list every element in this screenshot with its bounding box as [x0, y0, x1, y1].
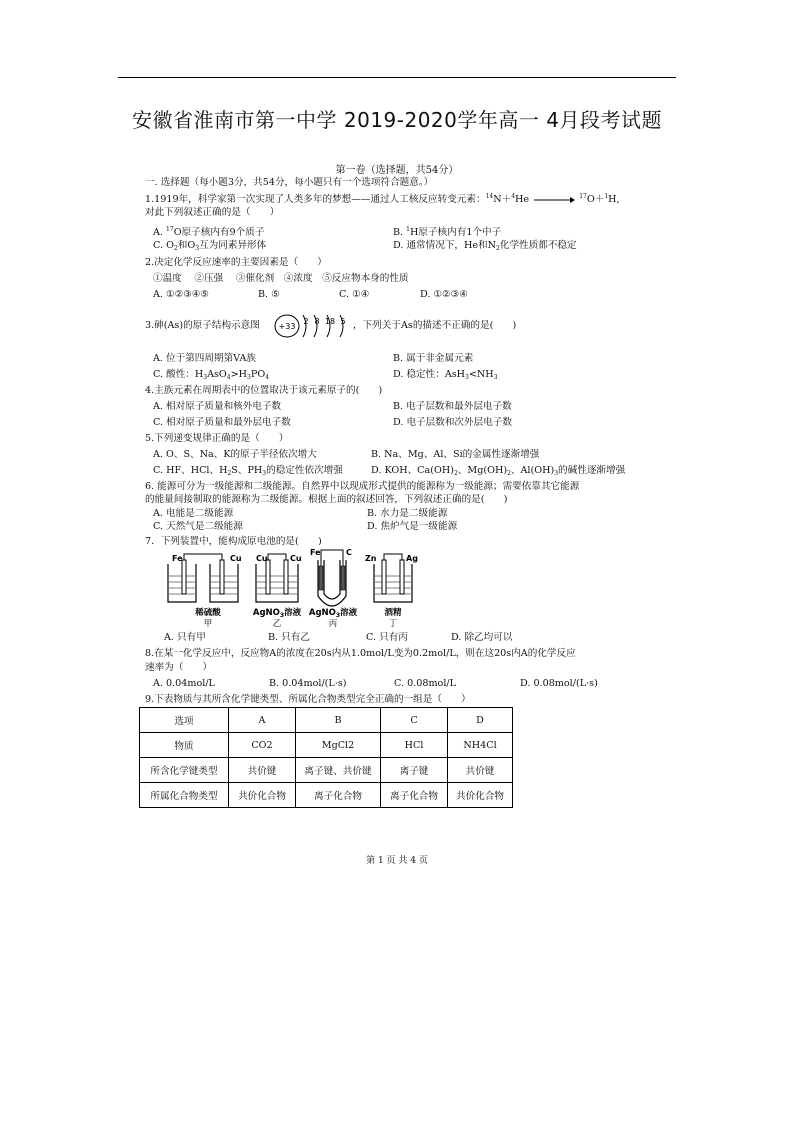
q1-stem: 1.1919年，科学家第一次实现了人类多年的梦想——通过人工核反应转变元素：$^{14}$N＋$^4$He $^{17}$O＋$^1$H, [145, 193, 620, 205]
q4-option-b[interactable]: B. 电子层数和最外层电子数 [393, 401, 512, 412]
q1-option-d[interactable]: D. 通常情况下，He和$N_2$化学性质都不稳定 [393, 240, 577, 252]
galvanic-cells-diagram [160, 546, 430, 632]
cell-3-left-electrode: Fe [310, 548, 321, 557]
q2-option-c[interactable]: C. ①④ [339, 289, 370, 300]
cell-1-name: 甲 [203, 619, 213, 629]
cell-2-solution: AgNO$_3$溶液 [252, 608, 302, 619]
q5-stem: 5.下列递变规律正确的是（ ） [145, 433, 289, 444]
table-cell: 物质 [140, 733, 229, 758]
table-cell: 离子键、共价键 [296, 758, 381, 783]
q3-stem-a: 3.砷(As)的原子结构示意图 [145, 320, 260, 331]
table-row [140, 733, 513, 758]
q6-line1: 6. 能源可分为一级能源和二级能源。自然界中以现成形式提供的能源称为一级能源；需要依靠其它能源 [145, 481, 580, 492]
cell-3-right-electrode: C [346, 548, 352, 557]
q3-option-c[interactable]: C. 酸性：$H_3AsO_4>H_3PO_4$ [153, 369, 270, 381]
q4-option-d[interactable]: D. 电子层数和次外层电子数 [393, 417, 512, 428]
table-row [140, 758, 513, 783]
q1-option-b[interactable]: B. $^1$H原子核内有1个中子 [393, 226, 502, 238]
q2-option-b[interactable]: B. ⑤ [258, 289, 280, 300]
cell-1-left-electrode: Fe [172, 554, 183, 563]
q7-option-a[interactable]: A. 只有甲 [164, 632, 206, 643]
reaction-arrow-icon [532, 196, 576, 204]
cell-3-name: 丙 [328, 619, 338, 629]
table-cell: 共价键 [229, 758, 296, 783]
table-cell: 离子化合物 [296, 783, 381, 808]
section-title: 第一卷（选择题，共54分） [335, 165, 459, 176]
table-cell: CO2 [229, 733, 296, 758]
part1-heading: 一. 选择题（每小题3分，共54分，每小题只有一个选项符合题意。） [145, 177, 434, 188]
q4-option-c[interactable]: C. 相对原子质量和最外层电子数 [153, 417, 291, 428]
q9-table [139, 707, 513, 808]
q1-option-a[interactable]: A. $^{17}$O原子核内有9个质子 [153, 226, 265, 238]
cell-2-left-electrode: Cu [256, 554, 268, 563]
table-cell: MgCl2 [296, 733, 381, 758]
q1-option-c[interactable]: C. $O_2$和$O_3$互为同素异形体 [153, 240, 267, 252]
cell-3-solution: AgNO$_3$溶液 [308, 608, 358, 619]
q2-option-d[interactable]: D. ①②③④ [420, 289, 468, 300]
q6-line2: 的能量间接制取的能源称为二级能源。根据上面的叙述回答，下列叙述正确的是( ) [145, 494, 508, 505]
cell-2-name: 乙 [272, 619, 282, 629]
q7-stem: 7．下列装置中，能构成原电池的是( ) [145, 536, 322, 547]
cell-4-name: 丁 [388, 619, 398, 629]
table-cell: B [296, 708, 381, 733]
table-cell: D [448, 708, 513, 733]
q5-option-c[interactable]: C. HF、HCl、$H_2S$、$PH_3$的稳定性依次增强 [153, 465, 343, 477]
q6-option-b[interactable]: B. 水力是二级能源 [367, 508, 448, 519]
nucleus-charge: +33 [278, 322, 296, 331]
q6-option-a[interactable]: A. 电能是二级能源 [153, 508, 234, 519]
q6-option-d[interactable]: D. 焦炉气是一级能源 [367, 521, 458, 532]
q7-option-d[interactable]: D. 除乙均可以 [451, 632, 513, 643]
q6-option-c[interactable]: C. 天然气是二级能源 [153, 521, 243, 532]
table-cell: 共价化合物 [229, 783, 296, 808]
cell-1-solution: 稀硫酸 [195, 608, 221, 618]
table-cell: 离子化合物 [381, 783, 448, 808]
table-cell: C [381, 708, 448, 733]
shell-2-electrons: 8 [314, 317, 320, 326]
q8-line2: 速率为（ ） [145, 662, 213, 673]
q1-stem-b: 对此下列叙述正确的是（ ） [145, 207, 280, 218]
q8-line1: 8.在某一化学反应中，反应物A的浓度在20s内从1.0mol/L变为0.2mol/L，则在这20s内A的化学反应 [145, 648, 576, 659]
q5-option-a[interactable]: A. O、S、Na、K的原子半径依次增大 [153, 449, 317, 460]
q8-option-b[interactable]: B. 0.04mol/(L·s) [269, 678, 347, 689]
table-cell: HCl [381, 733, 448, 758]
arsenic-atom-structure-diagram [273, 311, 353, 341]
cell-4-left-electrode: Zn [365, 554, 377, 563]
cell-4-solution: 酒精 [384, 608, 402, 618]
shell-3-electrons: 18 [324, 317, 336, 326]
q7-option-b[interactable]: B. 只有乙 [268, 632, 310, 643]
table-cell: 离子键 [381, 758, 448, 783]
cell-4-right-electrode: Ag [406, 554, 418, 563]
q8-option-c[interactable]: C. 0.08mol/L [394, 678, 457, 689]
q3-option-b[interactable]: B. 属于非金属元素 [393, 353, 474, 364]
table-row [140, 708, 513, 733]
q2-option-a[interactable]: A. ①②③④⑤ [153, 289, 210, 300]
q4-option-a[interactable]: A. 相对原子质量和核外电子数 [153, 401, 282, 412]
table-cell: 共价化合物 [448, 783, 513, 808]
header-rule [118, 77, 676, 78]
q2-factors: ①温度 ②压强 ③催化剂 ④浓度 ⑤反应物本身的性质 [153, 273, 409, 284]
q4-stem: 4.主族元素在周期表中的位置取决于该元素原子的( ) [145, 385, 383, 396]
table-cell: 所含化学键类型 [140, 758, 229, 783]
q3-stem-b: ，下列关于As的描述不正确的是( ) [353, 320, 517, 331]
q2-stem: 2.决定化学反应速率的主要因素是（ ） [145, 257, 327, 268]
q5-option-b[interactable]: B. Na、Mg、Al、Si的金属性逐渐增强 [371, 449, 540, 460]
table-cell: 共价键 [448, 758, 513, 783]
table-row [140, 783, 513, 808]
q7-option-c[interactable]: C. 只有丙 [366, 632, 408, 643]
cell-3-u-tube [318, 550, 346, 606]
q8-option-d[interactable]: D. 0.08mol/(L·s) [520, 678, 598, 689]
table-cell: A [229, 708, 296, 733]
q3-option-d[interactable]: D. 稳定性：$AsH_3<NH_3$ [393, 369, 498, 381]
q3-option-a[interactable]: A. 位于第四周期第VA族 [153, 353, 256, 364]
cell-2-right-electrode: Cu [290, 554, 302, 563]
q8-option-a[interactable]: A. 0.04mol/L [153, 678, 215, 689]
page-footer: 第 1 页 共 4 页 [366, 856, 428, 866]
page-title: 安徽省淮南市第一中学 2019-2020学年高一 4月段考试题 [132, 108, 662, 132]
table-cell: 所属化合物类型 [140, 783, 229, 808]
q5-option-d[interactable]: D. KOH、$Ca(OH)_2$、$Mg(OH)_2$、$Al(OH)_3$的碱性逐渐增强 [371, 465, 626, 477]
shell-4-electrons: 5 [340, 317, 346, 326]
cell-1-right-electrode: Cu [230, 554, 242, 563]
q9-stem: 9.下表物质与其所含化学键类型、所属化合物类型完全正确的一组是（ ） [145, 694, 471, 705]
table-cell: 选项 [140, 708, 229, 733]
shell-1-electrons: 2 [303, 317, 309, 326]
table-cell: NH4Cl [448, 733, 513, 758]
